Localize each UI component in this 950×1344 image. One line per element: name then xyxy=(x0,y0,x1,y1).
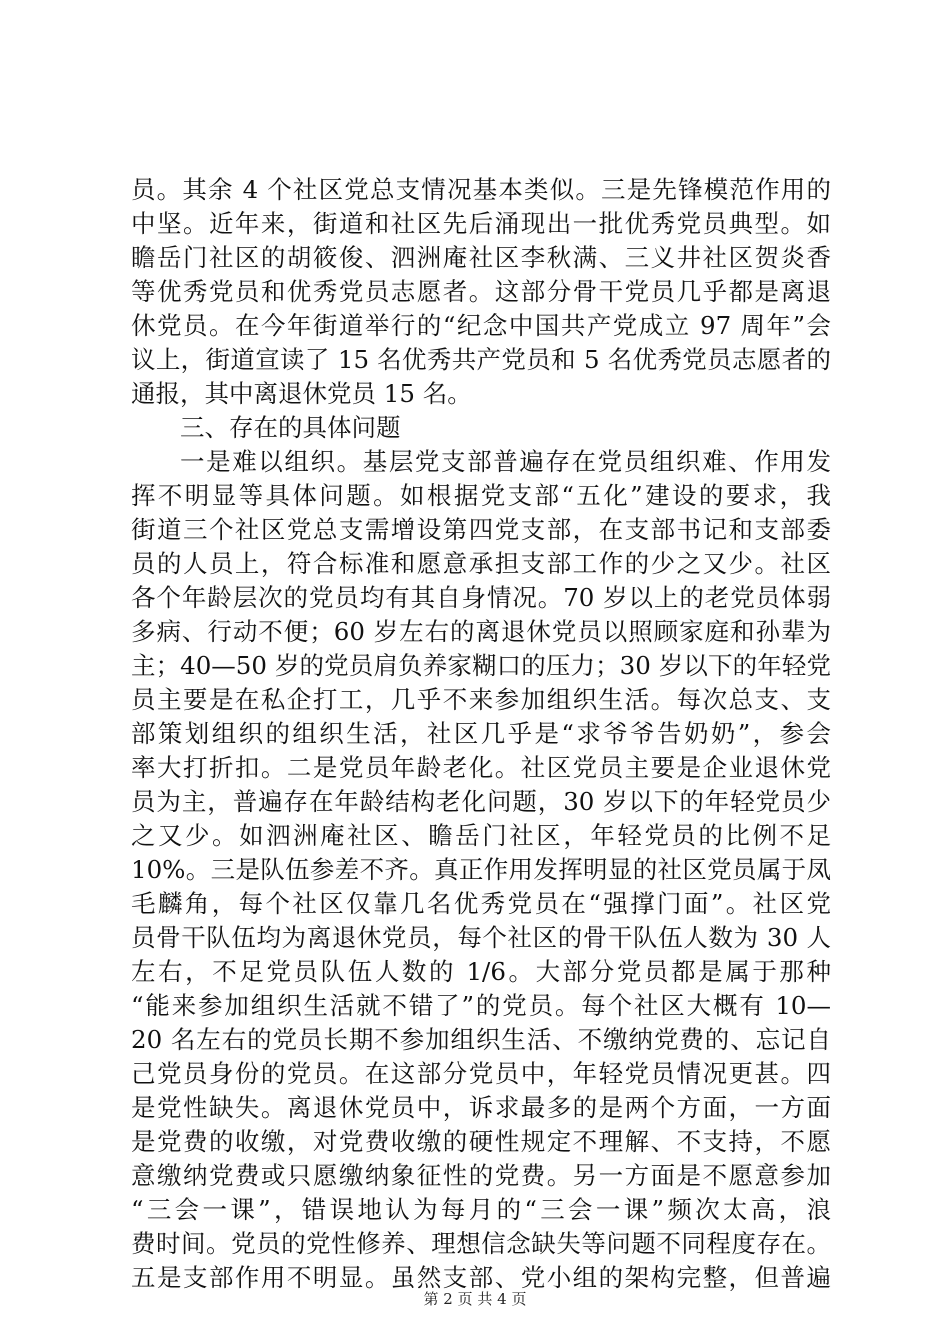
text-line: 议上，街道宣读了 15 名优秀共产党员和 5 名优秀党员志愿者的 xyxy=(131,345,831,374)
text-line: 员骨干队伍均为离退休党员，每个社区的骨干队伍人数为 30 人 xyxy=(131,923,831,952)
text-line: 率大打折扣。二是党员年龄老化。社区党员主要是企业退休党 xyxy=(131,753,831,782)
text-line: 毛麟角，每个社区仅靠几名优秀党员在“强撑门面”。社区党 xyxy=(131,889,831,918)
text-line: 员为主，普遍存在年龄结构老化问题，30 岁以下的年轻党员少 xyxy=(131,787,831,816)
text-line: 之又少。如泗洲庵社区、瞻岳门社区，年轻党员的比例不足 xyxy=(131,821,831,850)
text-line: 左右，不足党员队伍人数的 1/6。大部分党员都是属于那种 xyxy=(131,957,831,986)
text-line: 是党性缺失。离退休党员中，诉求最多的是两个方面，一方面 xyxy=(131,1093,831,1122)
text-line: 10%。三是队伍参差不齐。真正作用发挥明显的社区党员属于凤 xyxy=(131,855,831,884)
text-line: 通报，其中离退休党员 15 名。 xyxy=(131,379,472,408)
text-line: 意缴纳党费或只愿缴纳象征性的党费。另一方面是不愿意参加 xyxy=(131,1161,831,1190)
text-line: 员。其余 4 个社区党总支情况基本类似。三是先锋模范作用的 xyxy=(131,175,831,204)
text-line: 各个年龄层次的党员均有其自身情况。70 岁以上的老党员体弱 xyxy=(131,583,831,612)
text-line: 五是支部作用不明显。虽然支部、党小组的架构完整，但普遍 xyxy=(131,1263,831,1292)
text-line: 员的人员上，符合标准和愿意承担支部工作的少之又少。社区 xyxy=(131,549,831,578)
text-line: 20 名左右的党员长期不参加组织生活、不缴纳党费的、忘记自 xyxy=(131,1025,831,1054)
text-line: 是党费的收缴，对党费收缴的硬性规定不理解、不支持，不愿 xyxy=(131,1127,831,1156)
text-line: 等优秀党员和优秀党员志愿者。这部分骨干党员几乎都是离退 xyxy=(131,277,831,306)
page-footer: 第 2 页 共 4 页 xyxy=(423,1290,527,1308)
text-line: 员主要是在私企打工，几乎不来参加组织生活。每次总支、支 xyxy=(131,685,831,714)
section-heading: 三、存在的具体问题 xyxy=(180,413,401,442)
text-line: 一是难以组织。基层党支部普遍存在党员组织难、作用发 xyxy=(180,447,831,476)
text-line: 休党员。在今年街道举行的“纪念中国共产党成立 97 周年”会 xyxy=(131,311,831,340)
text-line: 中坚。近年来，街道和社区先后涌现出一批优秀党员典型。如 xyxy=(131,209,831,238)
text-line: 多病、行动不便；60 岁左右的离退休党员以照顾家庭和孙辈为 xyxy=(131,617,831,646)
text-line: 瞻岳门社区的胡筱俊、泗洲庵社区李秋满、三义井社区贺炎香 xyxy=(131,243,831,272)
text-line: “三会一课”，错误地认为每月的“三会一课”频次太高，浪 xyxy=(131,1195,831,1224)
text-line: 主；40—50 岁的党员肩负养家糊口的压力；30 岁以下的年轻党 xyxy=(131,651,831,680)
text-line: 挥不明显等具体问题。如根据党支部“五化”建设的要求，我 xyxy=(131,481,831,510)
text-line: 部策划组织的组织生活，社区几乎是“求爷爷告奶奶”，参会 xyxy=(131,719,831,748)
text-line: 己党员身份的党员。在这部分党员中，年轻党员情况更甚。四 xyxy=(131,1059,831,1088)
text-line: 街道三个社区党总支需增设第四党支部，在支部书记和支部委 xyxy=(131,515,831,544)
text-line: “能来参加组织生活就不错了”的党员。每个社区大概有 10— xyxy=(131,991,831,1020)
text-line: 费时间。党员的党性修养、理想信念缺失等问题不同程度存在。 xyxy=(131,1229,831,1258)
